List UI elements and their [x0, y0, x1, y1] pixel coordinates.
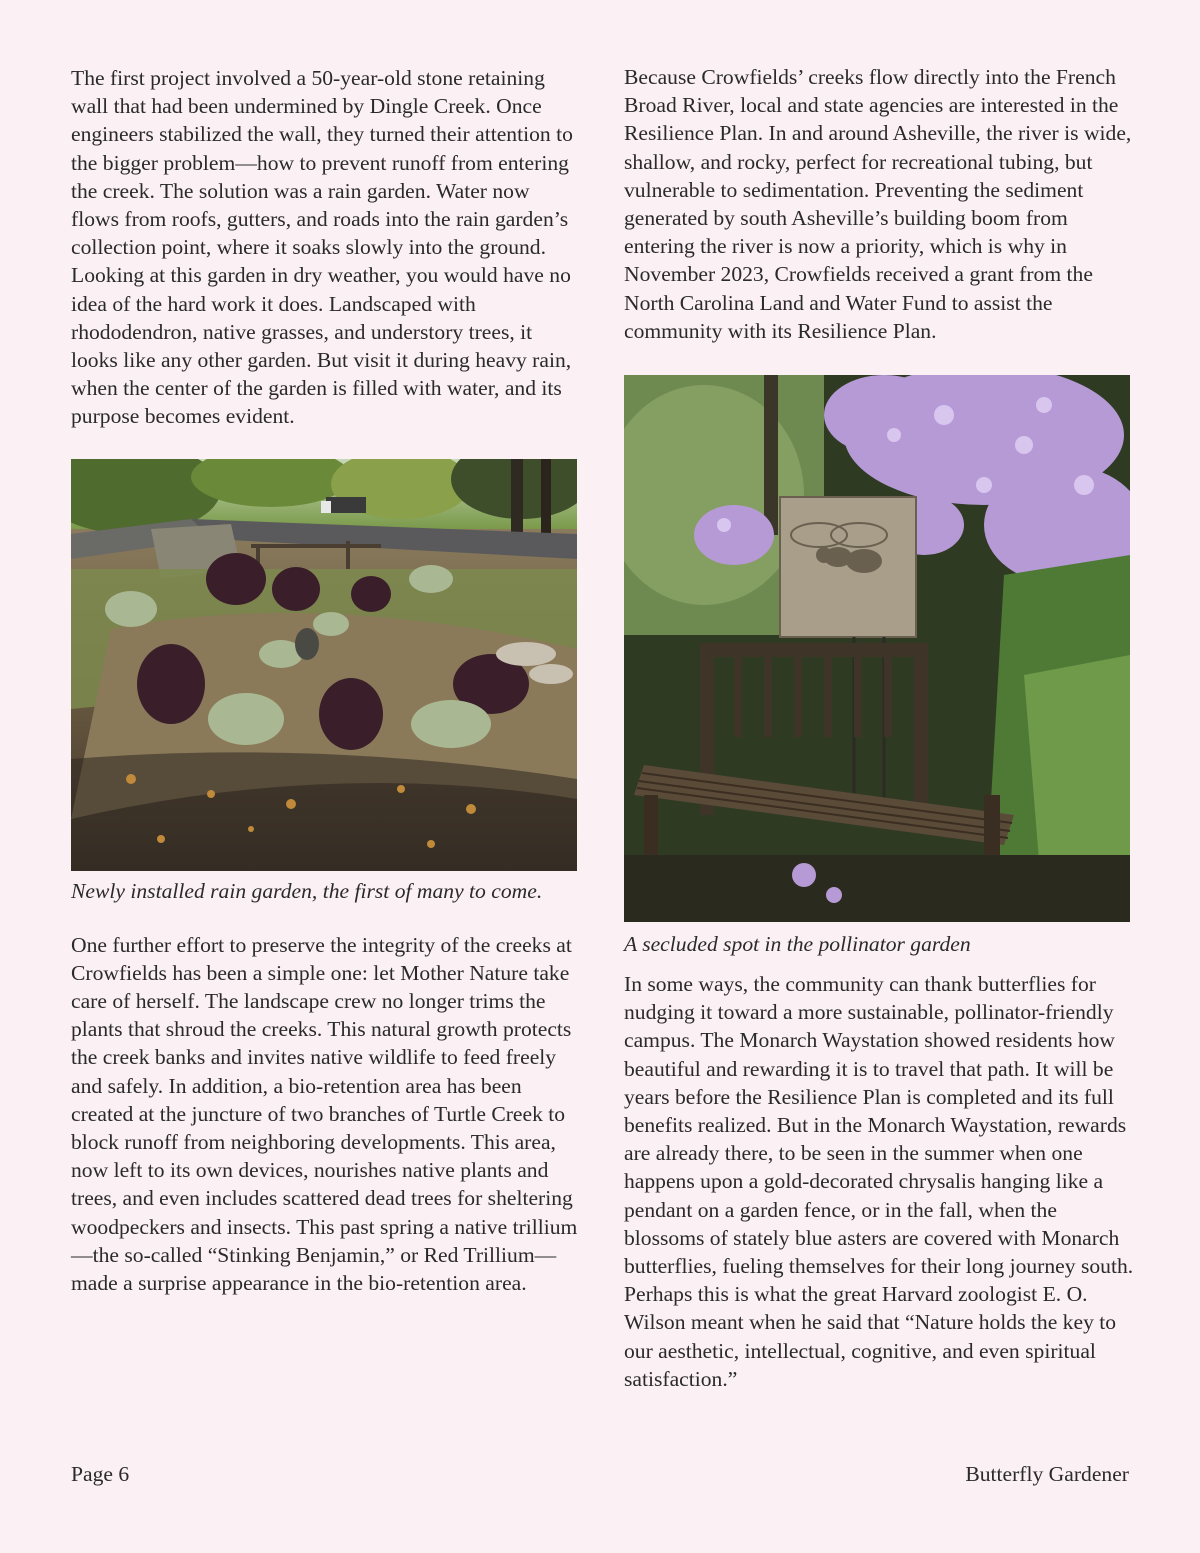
pollinator-garden-photo — [624, 375, 1130, 922]
right-paragraph-1: Because Crowfields’ creeks flow directly into the French Broad River, local and state agencies are interested in the Resilience Plan. In and around Asheville, the river is wide, shallow, and rocky, perfect for recreational tubing, but vulnerable to sedimentation. Preventing the sediment generated by south Asheville’s building boom from entering the river is now a priority, which is why in November 2023, Crowfields received a grant from the North Carolina Land and Water Fund to assist the community with its Resilience Plan. — [624, 65, 1132, 343]
rain-garden-photo — [71, 459, 577, 871]
pollinator-garden-caption: A secluded spot in the pollinator garden — [624, 932, 971, 957]
right-paragraph-2: In some ways, the community can thank butterflies for nudging it toward a more sustainable, pollinator-friendly campus. The Monarch Waystation showed residents how beautiful and rewarding it is to travel that path. It will be years before the Resilience Plan is completed and its full benefits realized. But in the Monarch Waystation, rewards are already there, to be seen in the summer when one happens upon a gold-decorated chrysalis hanging like a pendant on a garden fence, or in the fall, when the blossoms of stately blue asters are covered with Monarch butterflies, fueling themselves for their long journey south. Perhaps this is what the great Harvard zoologist E. O. Wilson meant when he said that “Nature holds the key to our aesthetic, intellectual, cognitive, and even spiritual satisfaction.” — [624, 972, 1134, 1391]
left-paragraph-2: One further effort to preserve the integrity of the creeks at Crowfields has been a simple one: let Mother Nature take care of herself. The landscape crew no longer trims the plants that shroud the creeks. This natural growth protects the creek banks and invites native wildlife to feed freely and safely. In addition, a bio-retention area has been created at the juncture of two branches of Turtle Creek to block runoff from neighboring developments. This area, now left to its own devices, nourishes native plants and trees, and even includes scattered dead trees for sheltering woodpeckers and insects. This past spring a native trillium—the so-called “Stinking Benjamin,” or Red Trillium—made a surprise appearance in the bio-retention area. — [71, 932, 578, 1296]
rain-garden-caption: Newly installed rain garden, the first of many to come. — [71, 878, 543, 903]
right-column — [624, 63, 1134, 1393]
left-column — [71, 64, 581, 1297]
left-paragraph-1: The first project involved a 50-year-old stone retaining wall that had been undermined by Dingle Creek. Once engineers stabilized the wall, they turned their attention to the bigger problem—how to prevent runoff from entering the creek. The solution was a rain garden. Water now flows from roofs, gutters, and roads into the rain garden’s collection point, where it soaks slowly into the ground. Looking at this garden in dry weather, you would have no idea of the hard work it does. Landscaped with rhododendron, native grasses, and understory trees, it looks like any other garden. But visit it during heavy rain, when the center of the garden is filled with water, and its purpose becomes evident. — [71, 66, 573, 429]
publication-name: Butterfly Gardener — [965, 1462, 1129, 1486]
page-number: Page 6 — [71, 1462, 130, 1486]
